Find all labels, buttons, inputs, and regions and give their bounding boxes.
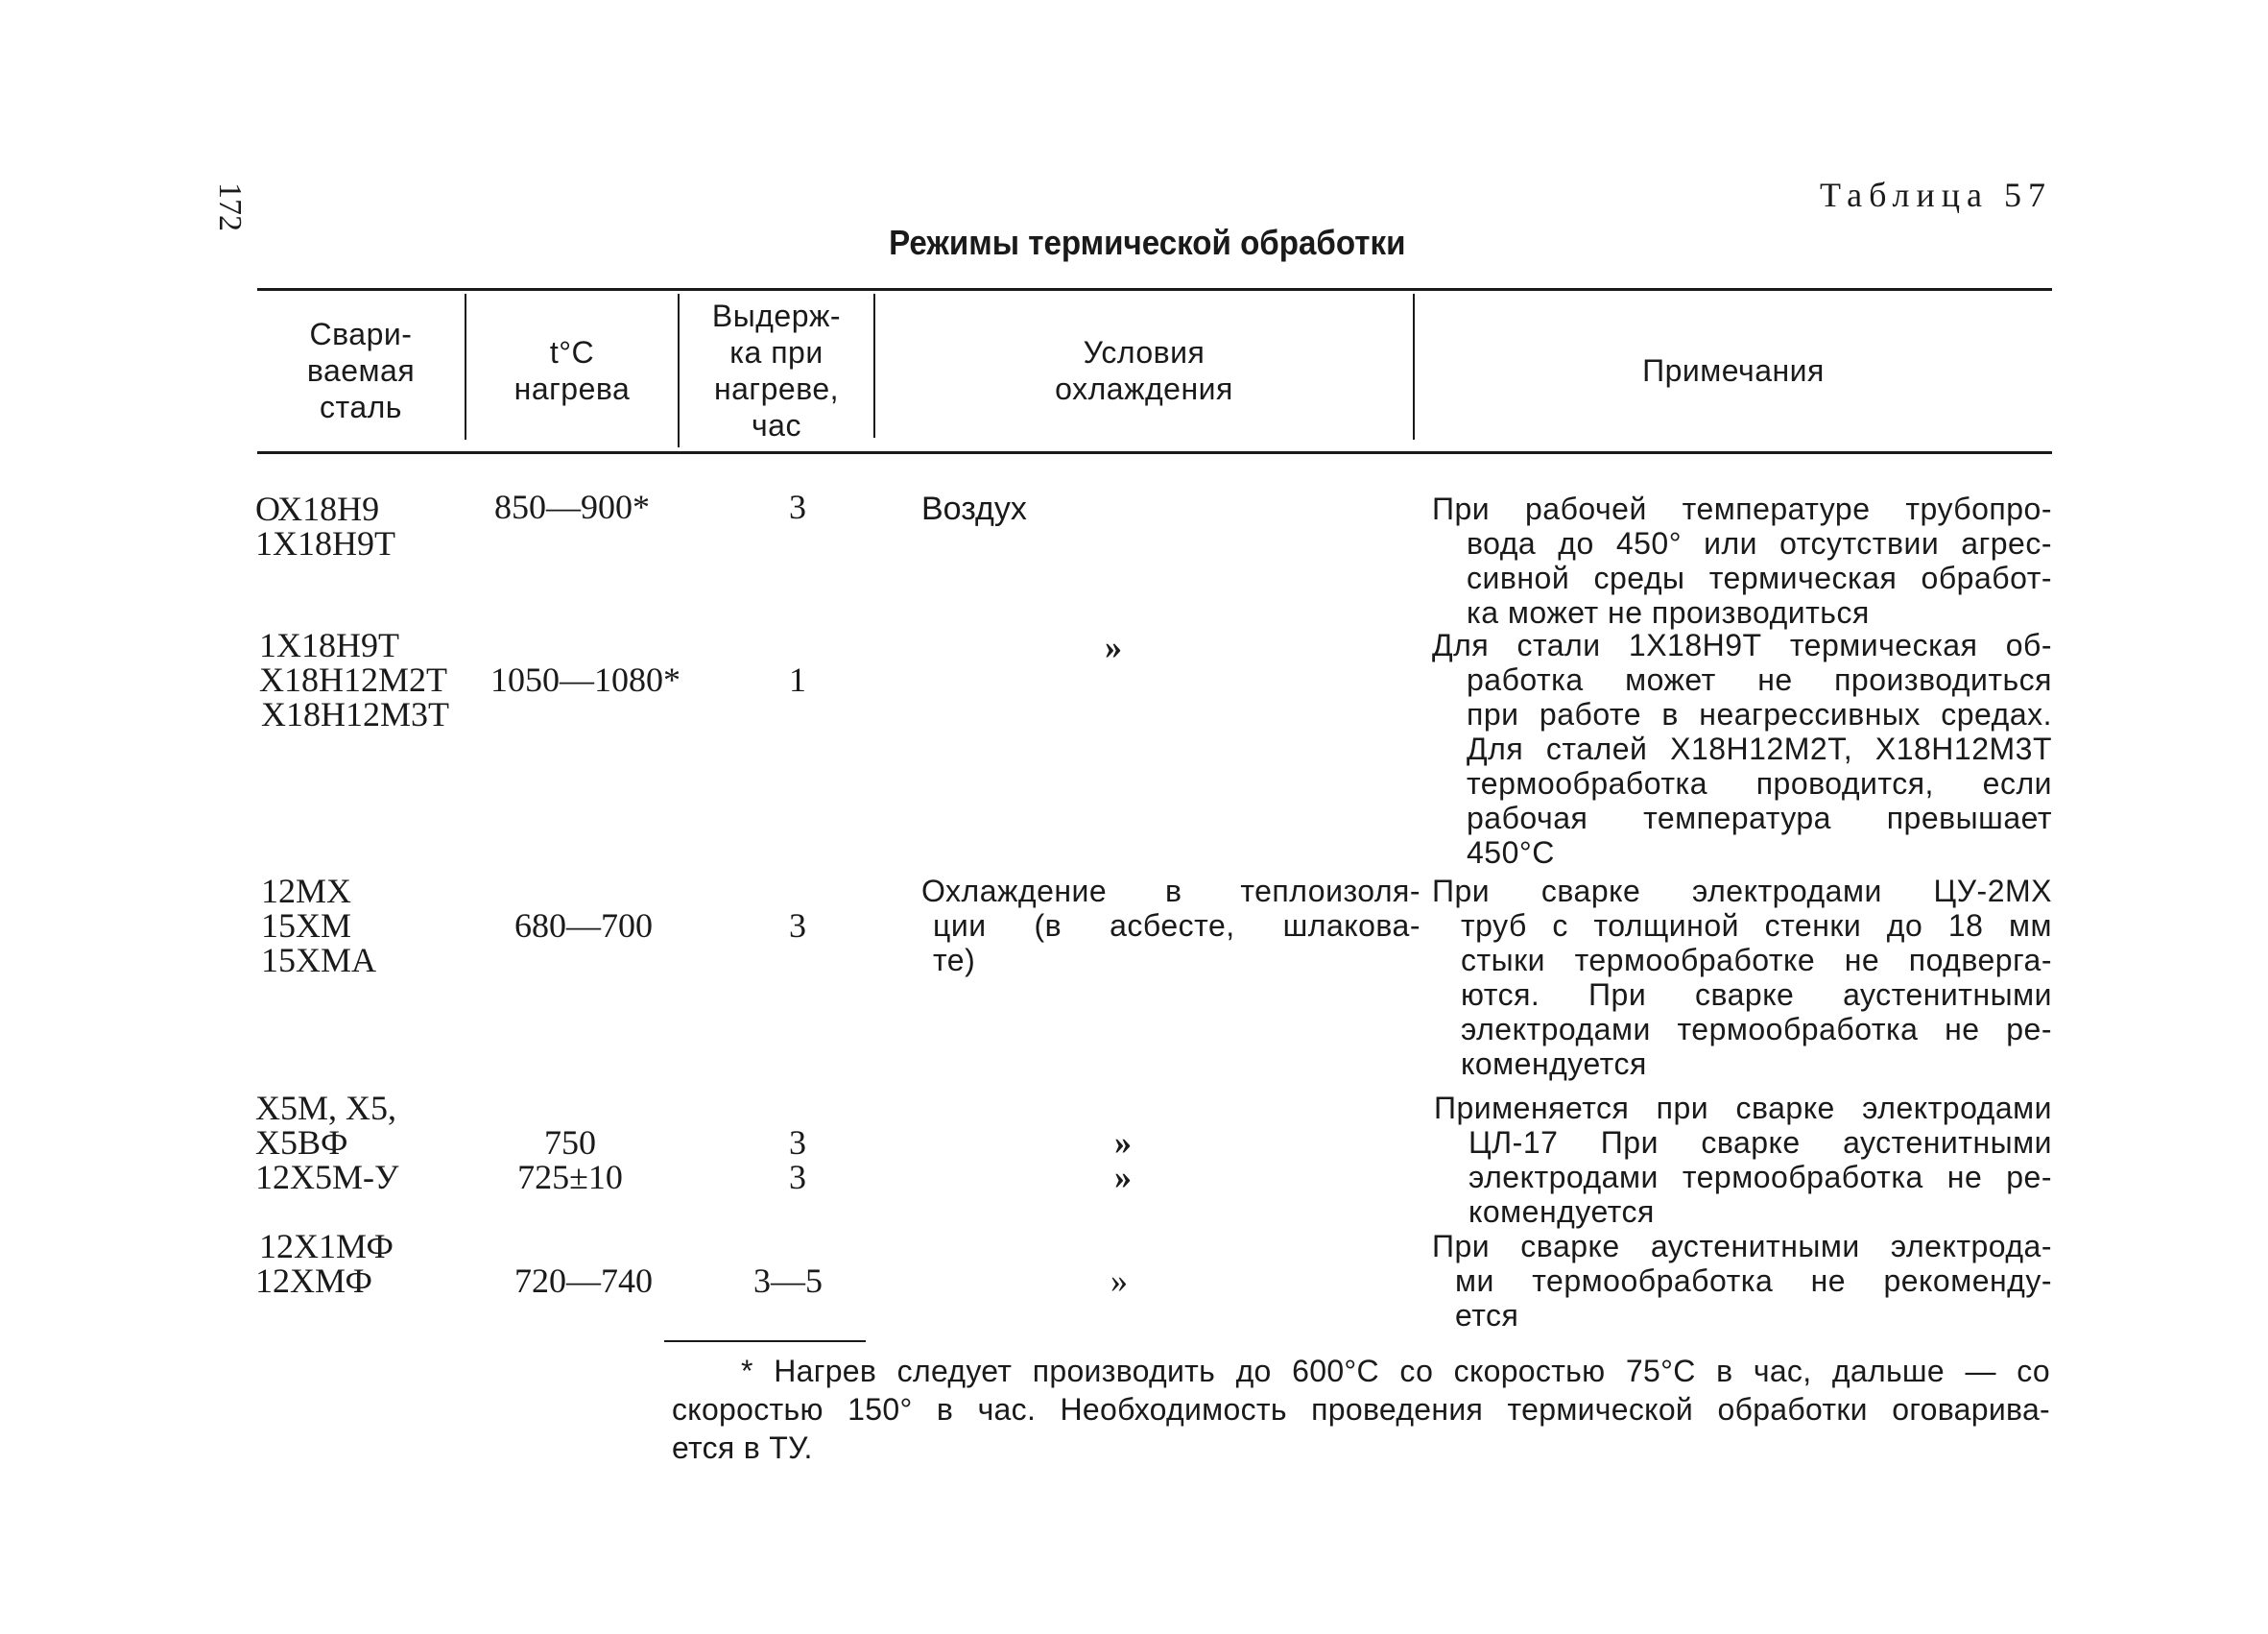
row2-cooling: » bbox=[1105, 628, 1122, 666]
header-hold-time: Выдерж- ка при нагреве, час bbox=[711, 299, 842, 443]
row1-notes: При рабочей температуре трубопро- вода до 450° или отсутствии агрес- сивной среды термическая обработ- ка может не производиться bbox=[1432, 492, 2052, 630]
row3-notes: При сварке электродами ЦУ-2МХ труб с толщиной стенки до 18 мм стыки термообработке не подверга- ются. При сварке аустенитными электродами термообработка не ре- комендуется bbox=[1432, 874, 2052, 1081]
header-notes: Примечания bbox=[1642, 353, 1825, 388]
header-cooling: Условия охлаждения bbox=[1055, 335, 1233, 406]
row2-temperature: 1050—1080* bbox=[490, 661, 680, 699]
table-title: Режимы термической обработки bbox=[889, 223, 1406, 262]
row1-temperature: 850—900* bbox=[494, 488, 650, 526]
row4-hold-time: 3 3 bbox=[789, 1123, 806, 1196]
row2-notes: Для стали 1Х18Н9Т термическая об- работка может не производиться при работе в неагрессивных средах. Для сталей Х18Н12М2Т, Х18Н12М3Т термообработка проводится, если рабочая температура превышает 450°С bbox=[1432, 628, 2052, 870]
row4-steel: Х5М, Х5, Х5ВФ 12Х5М-У bbox=[255, 1089, 399, 1196]
table-top-rule bbox=[257, 288, 2052, 291]
row3-steel: 12МХ 15ХМ 15ХМА bbox=[261, 872, 377, 979]
row2-hold-time: 1 bbox=[789, 661, 806, 699]
row4-notes: Применяется при сварке электродами ЦЛ-17 При сварке аустенитными электродами термообработка не ре- комендуется bbox=[1434, 1091, 2052, 1229]
footnote: * Нагрев следует производить до 600°С со скоростью 75°С в час, дальше — со скоростью 150° в час. Необходимость проведения термической обработки оговарива- ется в ТУ. bbox=[672, 1354, 2050, 1465]
row5-cooling: » bbox=[1110, 1262, 1128, 1300]
row2-steel: 1Х18Н9Т Х18Н12М2Т Х18Н12М3Т bbox=[259, 626, 449, 733]
row5-hold-time: 3—5 bbox=[753, 1262, 823, 1300]
table-label: Таблица 57 bbox=[1820, 176, 2052, 214]
header-temperature: t°C нагрева bbox=[513, 335, 631, 406]
row5-steel: 12Х1МФ 12ХМФ bbox=[255, 1227, 394, 1300]
row1-steel: ОХ18Н9 1Х18Н9Т bbox=[255, 490, 395, 563]
row1-hold-time: 3 bbox=[789, 488, 806, 526]
row4-temperature: 750 725±10 bbox=[517, 1123, 623, 1196]
row1-cooling: Воздух bbox=[921, 491, 1027, 527]
row4-cooling: » » bbox=[1114, 1123, 1132, 1196]
page-number: 172 bbox=[212, 182, 248, 231]
row5-notes: При сварке аустенитными электрода- ми термообработка не рекоменду- ется bbox=[1432, 1229, 2052, 1333]
row5-temperature: 720—740 bbox=[514, 1262, 653, 1300]
row3-cooling: Охлаждение в теплоизоля- ции (в асбесте, шлакова- те) bbox=[921, 874, 1420, 977]
row3-temperature: 680—700 bbox=[514, 906, 653, 945]
footnote-separator bbox=[664, 1340, 866, 1342]
row3-hold-time: 3 bbox=[789, 906, 806, 945]
header-steel: Свари- ваемая сталь bbox=[306, 317, 416, 424]
table-header-rule bbox=[257, 451, 2052, 454]
